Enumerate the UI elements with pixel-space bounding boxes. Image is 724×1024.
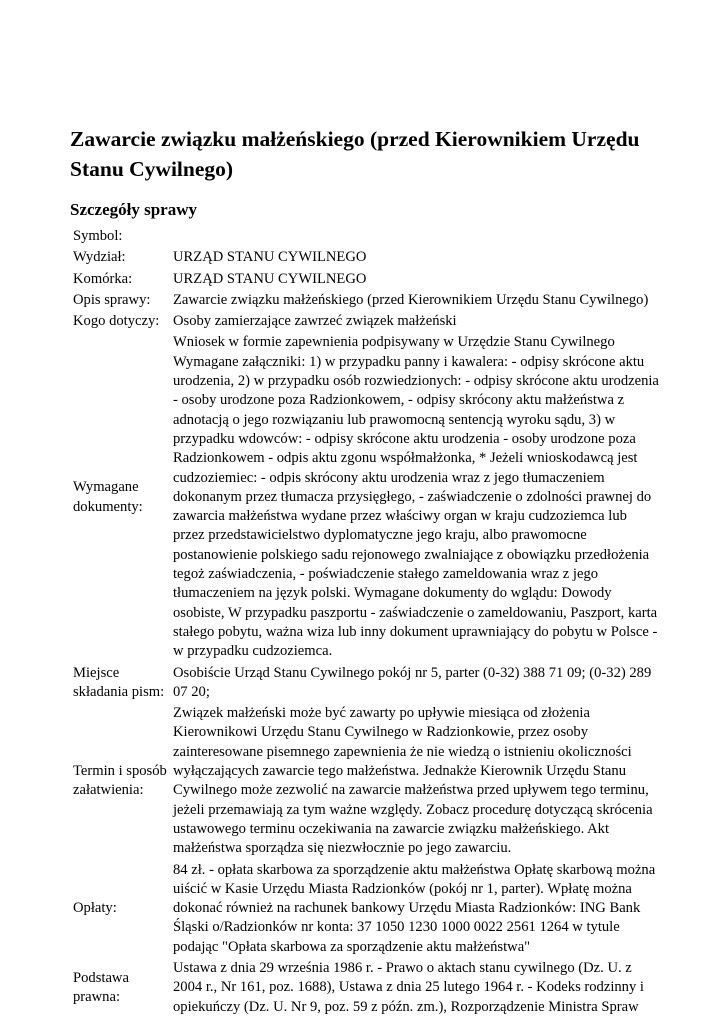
- page-title: Zawarcie związku małżeńskiego (przed Kierownikiem Urzędu Stanu Cywilnego): [70, 127, 640, 181]
- detail-value: Osoby zamierzające zawrzeć związek małżeński: [173, 313, 457, 330]
- detail-value: [172, 226, 660, 247]
- detail-row-deadline: [70, 703, 660, 859]
- case-details-table: [70, 226, 660, 1018]
- detail-row-department: [70, 247, 660, 268]
- detail-value: Związek małżeński może być zawarty po upływie miesiąca od złożenia Kierownikowi Urzędu Stanu Cywilnego w Radzionkowie, przez osoby zainteresowane pisemnego zapewnienia że nie wiedzą o istnieniu okoliczności wyłączających zawarcie tego małżeństwa. Jednakże Kierownik Urzędu Stanu Cywilnego może zezwolić na zawarcie małżeństwa przed upływem tego terminu, jeżeli przemawiają za tym ważne względy. Zobacz procedurę dotyczącą skrócenia ustawowego terminu oczekiwania na zawarcie związku małżeńskiego. Akt małżeństwa sporządza się niezwłocznie po jego zawarciu.: [173, 705, 653, 857]
- detail-label: Opis sprawy:: [73, 291, 151, 308]
- detail-label: Opłaty:: [73, 900, 117, 917]
- detail-row-required-documents: [70, 332, 660, 662]
- detail-value: Osobiście Urząd Stanu Cywilnego pokój nr 5, parter (0-32) 388 71 09; (0-32) 289 07 20;: [173, 664, 652, 700]
- detail-row-submission-place: [70, 663, 660, 704]
- detail-row-legal-basis: [70, 958, 660, 1018]
- detail-value: URZĄD STANU CYWILNEGO: [173, 249, 367, 266]
- detail-row-symbol: [70, 226, 660, 247]
- detail-label: Komórka:: [73, 270, 133, 287]
- legal-basis-text: Ustawa z dnia 29 września 1986 r. - Prawo o aktach stanu cywilnego (Dz. U. z 2004 r., Nr 161, poz. 1688), Ustawa z dnia 25 lutego 1964 r. - Kodeks rodzinny i opiekuńczy (Dz. U. Nr 9, poz. 59 z późn. zm.), Rozporządzenie Ministra Spraw: [173, 959, 644, 1015]
- detail-row-unit: [70, 269, 660, 290]
- detail-value: Wniosek w formie zapewnienia podpisywany w Urzędzie Stanu Cywilnego Wymagane załączniki: 1) w przypadku panny i kawalera: - odpisy skrócone aktu urodzenia, 2) w przypadku osób rozwiedzionych: - odpisy skrócone aktu urodzenia - osoby urodzone poza Radzionkowem, - odpisy skrócony aktu małżeństwa z adnotacją o jego rozwiązaniu lub prawomocną sentencją wyroku sądu, 3) w przypadku wdowców: - odpisy skrócone aktu urodzenia - osoby urodzone poza Radzionkowem - odpis aktu zgonu współmałżonka, * Jeżeli wnioskodawcą jest cudzoziemiec: - odpis skrócony aktu urodzenia wraz z jego tłumaczeniem dokonanym przez tłumacza przysięgłego, - zaświadczenie o zdolności prawnej do zawarcia małżeństwa wydane przez właściwy organ w kraju cudzoziemca lub przez przedstawicielstwo dyplomatyczne jego kraju, albo prawomocne postanowienie polskiego sadu rejonowego zwalniające z obowiązku przedłożenia tegoż zaświadczenia, - poświadczenie stałego zameldowania wraz z jego tłumaczeniem na język polski. Wymagane dokumenty do wglądu: Dowody osobiste, W przypadku paszportu - zaświadczenie o zameldowaniu, Paszport, karta stałego pobytu, ważna wiza lub inny dokument uprawniający do pobytu w Polsce - w przypadku cudzoziemca.: [173, 334, 659, 660]
- detail-row-applies-to: [70, 311, 660, 332]
- section-title: Szczegóły sprawy: [70, 200, 198, 219]
- detail-value: [172, 958, 660, 1018]
- detail-row-description: [70, 290, 660, 311]
- detail-label: Wydział:: [73, 249, 126, 266]
- detail-label: Kogo dotyczy:: [73, 313, 160, 330]
- detail-label: Wymagane dokumenty:: [73, 479, 143, 515]
- detail-row-fees: [70, 860, 660, 958]
- detail-label: Podstawa prawna:: [73, 969, 129, 1005]
- detail-value: Zawarcie związku małżeńskiego (przed Kierownikiem Urzędu Stanu Cywilnego): [173, 291, 649, 308]
- detail-label: Miejsce składania pism:: [73, 664, 165, 700]
- detail-value: URZĄD STANU CYWILNEGO: [173, 270, 367, 287]
- detail-label: Termin i sposób załatwienia:: [73, 763, 167, 799]
- detail-value: 84 zł. - opłata skarbowa za sporządzenie aktu małżeństwa Opłatę skarbową można uiścić w Kasie Urzędu Miasta Radzionków (pokój nr 1, parter). Wpłatę można dokonać również na rachunek bankowy Urzędu Miasta Radzionków: ING Bank Śląski o/Radzionków nr konta: 37 1050 1230 1000 0022 2561 1264 w tytule podając "Opłata skarbowa za sporządzenie aktu małżeństwa": [173, 861, 656, 955]
- detail-label: Symbol:: [73, 228, 123, 244]
